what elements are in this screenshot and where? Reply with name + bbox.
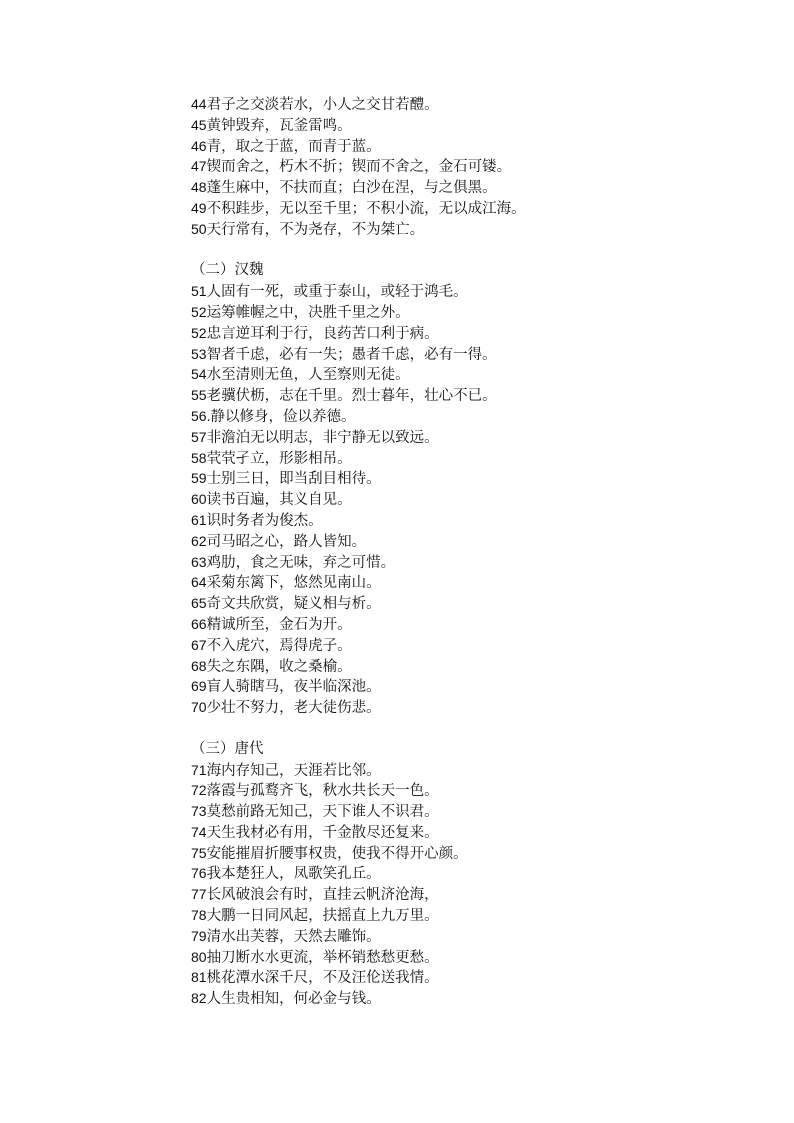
quote-text: 少壮不努力，老大徒伤悲。 xyxy=(206,700,381,717)
quote-line xyxy=(191,801,751,822)
quote-number: 71 xyxy=(191,761,207,778)
quote-line xyxy=(191,531,751,552)
quote-text: 锲而舍之，朽木不折；锲而不舍之，金石可镂。 xyxy=(206,159,512,176)
quote-text: 司马昭之心，路人皆知。 xyxy=(206,533,367,550)
quote-text: 我本楚狂人，凤歌笑孔丘。 xyxy=(206,866,381,883)
quote-number: 51 xyxy=(191,283,207,300)
quote-text: 老骥伏枥，志在千里。烈士暮年，壮心不已。 xyxy=(206,388,497,405)
quote-text: 识时务者为俊杰。 xyxy=(206,512,323,529)
quote-text: 抽刀断水水更流，举杯销愁愁更愁。 xyxy=(206,949,439,966)
quote-number: 73 xyxy=(191,803,207,820)
quote-number: 67 xyxy=(191,636,207,653)
quote-text: 茕茕孑立，形影相吊。 xyxy=(206,450,352,467)
quote-text: 人生贵相知，何必金与钱。 xyxy=(206,991,381,1008)
quote-line xyxy=(191,448,751,469)
quote-line xyxy=(191,156,751,177)
quote-text: 不积跬步，无以至千里；不积小流，无以成江海。 xyxy=(206,200,526,217)
quote-text: 大鹏一日同风起，扶摇直上九万里。 xyxy=(206,908,439,925)
quote-text: 智者千虑，必有一失；愚者千虑，必有一得。 xyxy=(206,346,497,363)
quote-number: 62 xyxy=(191,532,207,549)
section-pre-qin xyxy=(191,94,751,240)
quote-text: 士别三日，即当刮目相待。 xyxy=(206,471,381,488)
quote-line xyxy=(191,863,751,884)
quote-text: 失之东隅，收之桑榆。 xyxy=(206,658,352,675)
quote-text: 采菊东篱下，悠然见南山。 xyxy=(206,575,381,592)
quote-number: 66 xyxy=(191,615,207,632)
quote-text: 清水出芙蓉，天然去雕饰。 xyxy=(206,928,381,945)
quote-line xyxy=(191,593,751,614)
quote-text: 天行常有，不为尧存，不为桀亡。 xyxy=(206,221,425,238)
quote-number: 69 xyxy=(191,678,207,695)
quote-text: 非澹泊无以明志，非宁静无以致远。 xyxy=(206,429,439,446)
quote-line xyxy=(191,219,751,240)
quote-line xyxy=(191,656,751,677)
quote-text: 鸡肋，食之无味，弃之可惜。 xyxy=(206,554,396,571)
quote-line xyxy=(191,198,751,219)
quote-line xyxy=(191,94,751,115)
quote-line xyxy=(191,510,751,531)
quote-line xyxy=(191,552,751,573)
quote-text: 落霞与孤鹜齐飞，秋水共长天一色。 xyxy=(206,783,439,800)
section-heading-tang: （三）唐代 xyxy=(191,740,264,757)
quote-number: 55 xyxy=(191,387,207,404)
section-gap xyxy=(191,718,751,739)
quote-number: 77 xyxy=(191,886,207,903)
quote-text: 人固有一死，或重于泰山，或轻于鸿毛。 xyxy=(206,284,468,301)
quote-line xyxy=(191,406,751,427)
quote-text: 桃花潭水深千尺，不及汪伦送我情。 xyxy=(206,970,439,987)
quote-number: 48 xyxy=(191,179,207,196)
quote-line xyxy=(191,676,751,697)
quote-text: 读书百遍，其义自见。 xyxy=(206,492,352,509)
quote-number: 81 xyxy=(191,969,207,986)
quote-text: 海内存知己，天涯若比邻。 xyxy=(206,762,381,779)
quote-text: 忠言逆耳利于行，良药苦口利于病。 xyxy=(206,325,439,342)
quote-number: 63 xyxy=(191,553,207,570)
quote-number: 50 xyxy=(191,220,207,237)
quote-line xyxy=(191,468,751,489)
quote-line xyxy=(191,177,751,198)
quote-number: 78 xyxy=(191,907,207,924)
quote-number: 52 xyxy=(191,324,207,341)
quote-line xyxy=(191,967,751,988)
quote-line xyxy=(191,822,751,843)
quote-text: 黄钟毁弃，瓦釜雷鸣。 xyxy=(206,117,352,134)
quote-line xyxy=(191,884,751,905)
quote-line xyxy=(191,344,751,365)
quote-number: 46 xyxy=(191,137,207,154)
quote-line xyxy=(191,947,751,968)
quote-number: 75 xyxy=(191,844,207,861)
quote-line xyxy=(191,323,751,344)
quote-number: 74 xyxy=(191,823,207,840)
quote-line xyxy=(191,780,751,801)
quote-text: 水至清则无鱼，人至察则无徒。 xyxy=(206,367,410,384)
section-gap xyxy=(191,240,751,261)
quote-number: 53 xyxy=(191,345,207,362)
quote-line xyxy=(191,489,751,510)
quote-number: 57 xyxy=(191,428,207,445)
quote-line xyxy=(191,572,751,593)
quote-number: 72 xyxy=(191,782,207,799)
quote-number: 68 xyxy=(191,657,207,674)
quote-text: 精诚所至，金石为开。 xyxy=(206,616,352,633)
quote-number: 58 xyxy=(191,449,207,466)
quote-number: 80 xyxy=(191,948,207,965)
quote-text: 静以修身，俭以养德。 xyxy=(210,408,356,425)
quote-line xyxy=(191,760,751,781)
section-han-wei xyxy=(191,281,751,718)
quote-line xyxy=(191,115,751,136)
quote-text: 天生我材必有用，千金散尽还复来。 xyxy=(206,824,439,841)
quote-text: 莫愁前路无知己，天下谁人不识君。 xyxy=(206,804,439,821)
quote-text: 不入虎穴，焉得虎子。 xyxy=(206,637,352,654)
quote-line xyxy=(191,988,751,1009)
quote-number: 70 xyxy=(191,699,207,716)
quote-line xyxy=(191,905,751,926)
quote-number: 52 xyxy=(191,303,207,320)
quote-number: 47 xyxy=(191,158,207,175)
quote-number: 59 xyxy=(191,470,207,487)
quote-line xyxy=(191,614,751,635)
quote-line xyxy=(191,364,751,385)
quote-number: 44 xyxy=(191,96,207,112)
quote-number: 82 xyxy=(191,990,207,1007)
quote-line xyxy=(191,302,751,323)
quote-text: 君子之交淡若水，小人之交甘若醴。 xyxy=(206,97,439,113)
quote-number: 79 xyxy=(191,927,207,944)
quote-text: 蓬生麻中，不扶而直；白沙在涅，与之俱黑。 xyxy=(206,180,497,197)
quote-line xyxy=(191,635,751,656)
document-page xyxy=(191,94,751,1009)
quote-number: 60 xyxy=(191,491,207,508)
quote-number: 61 xyxy=(191,511,207,528)
quote-number: 64 xyxy=(191,574,207,591)
quote-line xyxy=(191,427,751,448)
quote-line xyxy=(191,385,751,406)
quote-line xyxy=(191,136,751,157)
quote-text: 运筹帷幄之中，决胜千里之外。 xyxy=(206,304,410,321)
quote-text: 盲人骑瞎马，夜半临深池。 xyxy=(206,679,381,696)
quote-line xyxy=(191,843,751,864)
quote-number: 76 xyxy=(191,865,207,882)
quote-number: 65 xyxy=(191,595,207,612)
quote-text: 奇文共欣赏，疑义相与析。 xyxy=(206,596,381,613)
quote-text: 长风破浪会有时，直挂云帆济沧海， xyxy=(206,887,439,904)
quote-number: 54 xyxy=(191,366,207,383)
section-heading-han-wei: （二）汉魏 xyxy=(191,262,264,279)
quote-number: 45 xyxy=(191,116,207,133)
quote-line xyxy=(191,926,751,947)
quote-number: 56. xyxy=(191,407,211,424)
quote-text: 安能摧眉折腰事权贵，使我不得开心颜。 xyxy=(206,845,468,862)
quote-line xyxy=(191,697,751,718)
quote-number: 49 xyxy=(191,199,207,216)
quote-line xyxy=(191,281,751,302)
section-tang xyxy=(191,760,751,1010)
quote-text: 青，取之于蓝，而青于蓝。 xyxy=(206,138,381,155)
